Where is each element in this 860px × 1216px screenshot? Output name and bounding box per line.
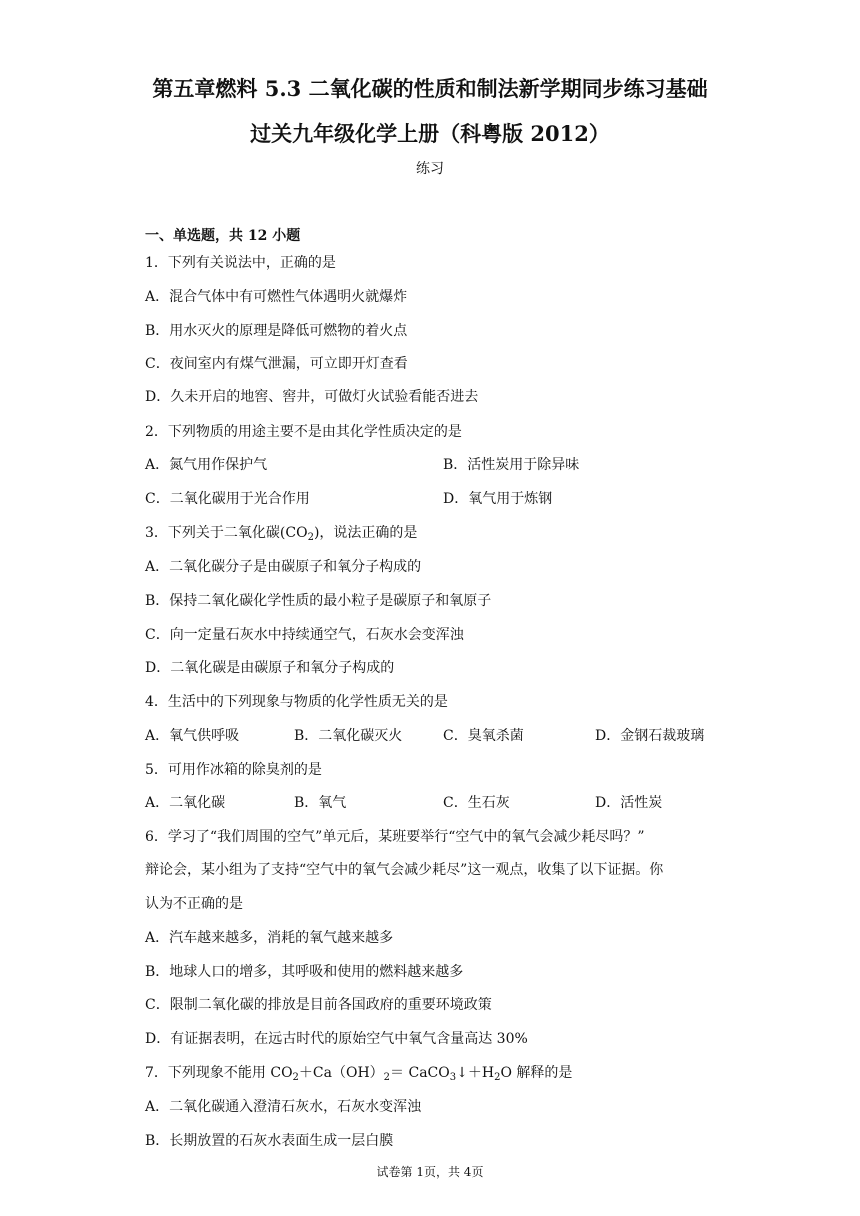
q2-option-b: B．活性炭用于除异味 <box>443 457 580 473</box>
q1-option-b: B．用水灭火的原理是降低可燃物的着火点 <box>145 323 408 339</box>
q5-stem: 5．可用作冰箱的除臭剂的是 <box>145 762 322 778</box>
section-heading: 一、单选题，共 12 小题 <box>145 228 301 244</box>
q2-option-a: A．氮气用作保护气 <box>145 457 268 473</box>
q6-option-a: A．汽车越来越多，消耗的氧气越来越多 <box>145 930 394 946</box>
q6-stem-line3: 认为不正确的是 <box>145 896 243 912</box>
q7-stem-part-e: O 解释的是 <box>500 1065 573 1081</box>
q6-stem-line2: 辩论会，某小组为了支持“空气中的氧气会减少耗尽”这一观点，收集了以下证据。你 <box>145 862 664 878</box>
q4-stem: 4．生活中的下列现象与物质的化学性质无关的是 <box>145 694 448 710</box>
q7-stem-part-c: ＝ CaCO <box>390 1065 450 1081</box>
q3-option-a: A．二氧化碳分子是由碳原子和氧分子构成的 <box>145 559 422 575</box>
q2-stem: 2．下列物质的用途主要不是由其化学性质决定的是 <box>145 424 462 440</box>
q2-option-d: D．氧气用于炼钢 <box>443 491 553 507</box>
q4-option-d: D．金钢石裁玻璃 <box>595 728 705 744</box>
page-title-line1: 第五章燃料 5.3 二氧化碳的性质和制法新学期同步练习基础 <box>152 76 708 101</box>
q1-stem: 1．下列有关说法中，正确的是 <box>145 255 336 271</box>
q4-option-a: A．氧气供呼吸 <box>145 728 240 744</box>
q5-option-a: A．二氧化碳 <box>145 795 226 811</box>
page-title-line2: 过关九年级化学上册（科粤版 2012） <box>250 121 610 146</box>
q3-stem <box>145 523 417 543</box>
q1-option-a: A．混合气体中有可燃性气体遇明火就爆炸 <box>145 289 408 305</box>
q3-stem-post: )，说法正确的是 <box>313 525 418 541</box>
q7-subscript-1: 2 <box>292 1072 299 1083</box>
q3-option-c: C．向一定量石灰水中持续通空气，石灰水会变浑浊 <box>145 627 464 643</box>
q7-stem-part-a: 7．下列现象不能用 CO <box>145 1065 293 1081</box>
q7-stem-part-d: ↓＋H <box>456 1065 495 1081</box>
q7-subscript-4: 2 <box>494 1072 501 1083</box>
page-subtitle: 练习 <box>416 161 444 177</box>
q7-subscript-2: 2 <box>383 1072 391 1083</box>
q3-stem-subscript: 2 <box>307 532 314 543</box>
q3-option-d: D．二氧化碳是由碳原子和氧分子构成的 <box>145 660 395 676</box>
q4-option-b: B．二氧化碳灭火 <box>294 728 403 744</box>
q3-stem-pre: 3．下列关于二氧化碳(CO <box>145 525 308 541</box>
q6-option-c: C．限制二氧化碳的排放是目前各国政府的重要环境政策 <box>145 997 492 1013</box>
q7-subscript-3: 3 <box>449 1072 457 1083</box>
q7-option-a: A．二氧化碳通入澄清石灰水，石灰水变浑浊 <box>145 1099 422 1115</box>
q7-stem <box>145 1063 572 1083</box>
q1-option-d: D．久未开启的地窖、窖井，可做灯火试验看能否进去 <box>145 389 479 405</box>
q6-option-b: B．地球人口的增多，其呼吸和使用的燃料越来越多 <box>145 964 464 980</box>
q5-option-d: D．活性炭 <box>595 795 663 811</box>
q3-option-b: B．保持二氧化碳化学性质的最小粒子是碳原子和氧原子 <box>145 593 492 609</box>
page-footer: 试卷第 1页，共 4页 <box>376 1165 484 1179</box>
q7-option-b: B．长期放置的石灰水表面生成一层白膜 <box>145 1133 394 1149</box>
q6-option-d: D．有证据表明，在远古时代的原始空气中氧气含量高达 30% <box>145 1031 528 1047</box>
q6-stem-line1: 6．学习了“我们周围的空气”单元后，某班要举行“空气中的氧气会减少耗尽吗？” <box>145 829 645 845</box>
q5-option-b: B．氧气 <box>294 795 347 811</box>
q2-option-c: C．二氧化碳用于光合作用 <box>145 491 310 507</box>
q4-option-c: C．臭氧杀菌 <box>443 728 524 744</box>
q1-option-c: C．夜间室内有煤气泄漏，可立即开灯查看 <box>145 356 408 372</box>
q5-option-c: C．生石灰 <box>443 795 510 811</box>
q7-stem-part-b: ＋Ca（OH） <box>298 1065 384 1081</box>
